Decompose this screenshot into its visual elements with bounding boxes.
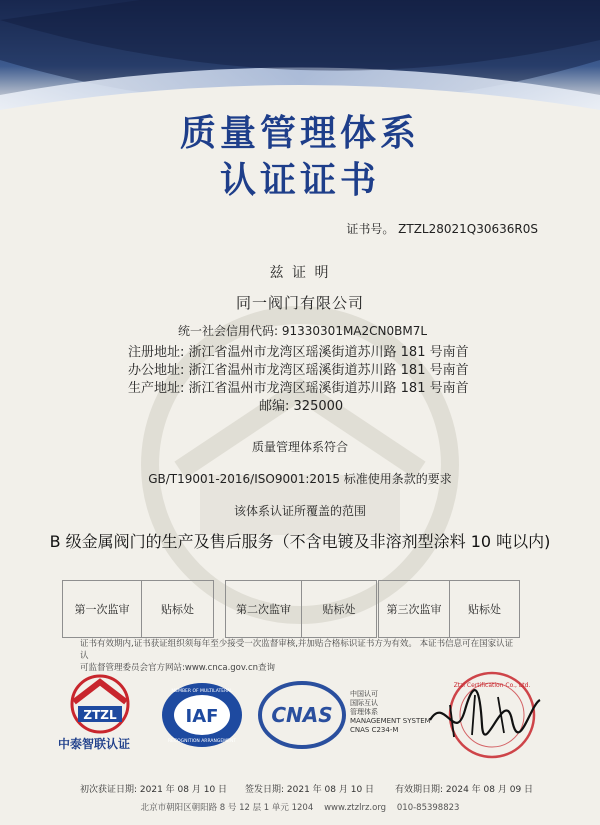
cnas-line: 国际互认 (350, 699, 378, 707)
office-address-value: 浙江省温州市龙湾区瑶溪街道苏川路 181 号南首 (188, 363, 469, 378)
ztzl-logo-text: ZTZL (83, 708, 117, 722)
postcode-row (259, 395, 343, 414)
cnas-line: CNAS C234-M (350, 726, 399, 734)
iaf-logo (160, 680, 245, 750)
cnas-logo (258, 680, 346, 750)
standard-text: GB/T19001-2016/ISO9001:2015 标准使用条款的要求 (148, 472, 452, 486)
scope-text: B 级金属阀门的生产及售后服务（不含电镀及非溶剂型涂料 10 吨以内) (49, 532, 551, 551)
surveillance-label: 第三次监审 (379, 581, 450, 637)
cnas-line: 管理体系 (350, 708, 378, 716)
cnas-line: 中国认可 (350, 690, 378, 698)
first-issue-value: 2021 年 08 月 10 日 (139, 785, 228, 795)
expiry-value: 2024 年 08 月 09 日 (445, 785, 534, 795)
sticker-placeholder: 贴标处 (468, 603, 501, 616)
seal-text: Ztzl Certification Co., Ltd. (453, 682, 531, 689)
first-issue-date (80, 782, 227, 795)
issue-label: 签发日期: (245, 785, 285, 795)
first-issue-label: 初次获证日期: (80, 785, 138, 795)
credit-code-row (178, 322, 427, 339)
surveillance-label: 第二次监审 (226, 581, 302, 637)
office-address-row (128, 359, 469, 378)
notice-line-2: 可监督管理委员会官方网站:www.cnca.gov.cn查询 (80, 663, 276, 673)
cnas-logo-text: CNAS (271, 703, 333, 727)
iaf-ring-top: MEMBER OF MULTILATERAL (171, 689, 233, 694)
production-address-label: 生产地址: (128, 381, 185, 396)
scope-label: 该体系认证所覆盖的范围 (233, 504, 366, 518)
expiry-label: 有效期日期: (395, 785, 444, 795)
certificate-title-line2: 认证证书 (219, 159, 380, 201)
footer-website: www.ztzlrz.org (324, 803, 387, 813)
office-address-label: 办公地址: (128, 363, 185, 378)
credit-code-value: 91330301MA2CN0BM7L (281, 324, 428, 338)
postcode-value: 325000 (293, 399, 344, 414)
registered-address-value: 浙江省温州市龙湾区瑶溪街道苏川路 181 号南首 (188, 345, 469, 360)
surveillance-box-1 (62, 580, 214, 638)
credit-code-label: 统一社会信用代码: (178, 324, 279, 338)
footer-address: 北京市朝阳区朝阳路 8 号 12 层 1 单元 1204 (140, 803, 314, 813)
surveillance-box-2 (225, 580, 377, 638)
registered-address-label: 注册地址: (128, 345, 185, 360)
hereby-text: 兹 证 明 (269, 265, 331, 281)
issue-date (245, 782, 374, 795)
footer-contact (0, 801, 600, 813)
registered-address-row (128, 341, 469, 360)
footer-phone: 010-85398823 (396, 803, 460, 813)
surveillance-label: 第一次监审 (63, 581, 142, 637)
cert-number-label: 证书号。 (346, 222, 395, 236)
production-address-row (128, 377, 469, 396)
sticker-placeholder: 贴标处 (322, 603, 356, 616)
certification-seal (420, 665, 550, 765)
cnas-accreditation-text (350, 690, 431, 735)
cert-number-value: ZTZL28021Q30636R0S (398, 222, 538, 236)
issue-value: 2021 年 08 月 10 日 (286, 785, 375, 795)
certificate-title-line1: 质量管理体系 (179, 112, 420, 154)
surveillance-box-3 (378, 580, 520, 638)
certificate-number (346, 220, 538, 237)
notice-line-1: 证书有效期内,证书获证组织须每年至少接受一次监督审核,并加贴合格标识证书方为有效。 本证书信息可在国家认证认 (80, 639, 514, 661)
conform-text: 质量管理体系符合 (251, 440, 348, 454)
sticker-placeholder: 贴标处 (161, 603, 194, 616)
postcode-label: 邮编: (259, 399, 290, 414)
ztzl-name: 中泰智联认证 (58, 737, 131, 751)
iaf-ring-bottom: RECOGNITION ARRANGEMENT (167, 739, 237, 744)
production-address-value: 浙江省温州市龙湾区瑶溪街道苏川路 181 号南首 (188, 381, 469, 396)
company-name: 同一阀门有限公司 (235, 294, 364, 312)
cnas-line: MANAGEMENT SYSTEM (350, 717, 431, 725)
iaf-logo-text: IAF (185, 706, 219, 727)
expiry-date (395, 782, 533, 795)
